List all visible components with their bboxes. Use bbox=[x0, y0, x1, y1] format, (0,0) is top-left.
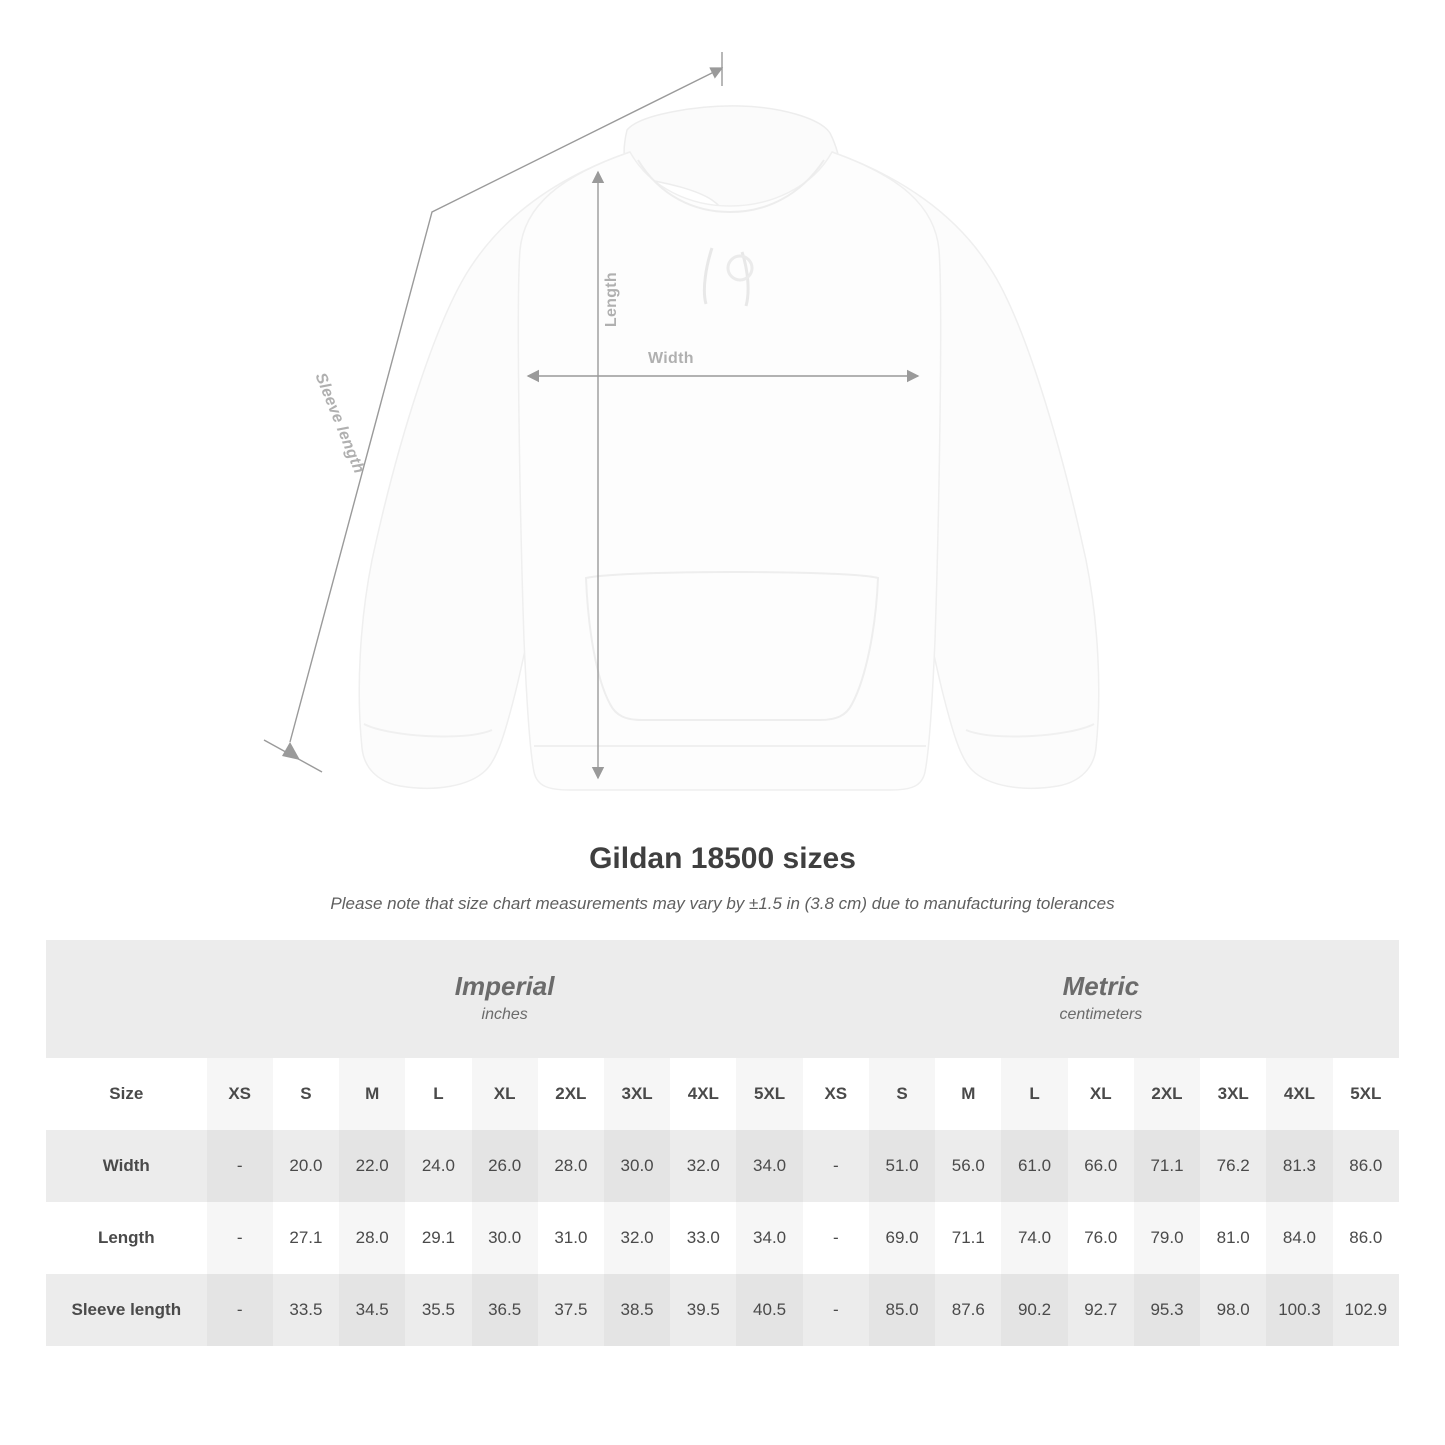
cell-width-met-xs: - bbox=[803, 1130, 869, 1202]
unit-header-spacer bbox=[46, 940, 207, 1058]
sleeve-length-dimension-label: Sleeve length bbox=[311, 370, 368, 477]
size-col-met-3xl: 3XL bbox=[1200, 1058, 1266, 1130]
row-label-width: Width bbox=[46, 1130, 207, 1202]
cell-length-met-s: 69.0 bbox=[869, 1202, 935, 1274]
cell-length-imp-s: 27.1 bbox=[273, 1202, 339, 1274]
unit-header-imperial bbox=[207, 940, 803, 1058]
size-table-container bbox=[46, 940, 1399, 1346]
cell-length-met-2xl: 79.0 bbox=[1134, 1202, 1200, 1274]
cell-sleeve-imp-s: 33.5 bbox=[273, 1274, 339, 1346]
page-title: Gildan 18500 sizes bbox=[589, 842, 856, 875]
size-col-imp-xl: XL bbox=[472, 1058, 538, 1130]
cell-length-imp-3xl: 32.0 bbox=[604, 1202, 670, 1274]
cell-sleeve-met-s: 85.0 bbox=[869, 1274, 935, 1346]
cell-width-imp-s: 20.0 bbox=[273, 1130, 339, 1202]
cell-length-imp-m: 28.0 bbox=[339, 1202, 405, 1274]
cell-width-imp-5xl: 34.0 bbox=[736, 1130, 802, 1202]
cell-sleeve-met-xl: 92.7 bbox=[1068, 1274, 1134, 1346]
size-col-imp-4xl: 4XL bbox=[670, 1058, 736, 1130]
tolerance-note: Please note that size chart measurements may vary by ±1.5 in (3.8 cm) due to manufacturing tolerances bbox=[330, 894, 1115, 913]
length-dimension-label: Length bbox=[603, 272, 620, 328]
cell-sleeve-imp-xl: 36.5 bbox=[472, 1274, 538, 1346]
cell-sleeve-imp-3xl: 38.5 bbox=[604, 1274, 670, 1346]
cell-width-imp-2xl: 28.0 bbox=[538, 1130, 604, 1202]
size-col-imp-xs: XS bbox=[207, 1058, 273, 1130]
cell-sleeve-imp-l: 35.5 bbox=[405, 1274, 471, 1346]
cell-width-imp-xl: 26.0 bbox=[472, 1130, 538, 1202]
row-label-length: Length bbox=[46, 1202, 207, 1274]
cell-length-imp-2xl: 31.0 bbox=[538, 1202, 604, 1274]
cell-width-imp-m: 22.0 bbox=[339, 1130, 405, 1202]
size-header-row bbox=[46, 1058, 1399, 1130]
imperial-sub: inches bbox=[481, 1006, 528, 1024]
unit-header-row bbox=[46, 940, 1399, 1058]
cell-width-met-s: 51.0 bbox=[869, 1130, 935, 1202]
row-label-sleeve-length: Sleeve length bbox=[46, 1274, 207, 1346]
size-col-met-s: S bbox=[869, 1058, 935, 1130]
cell-length-imp-l: 29.1 bbox=[405, 1202, 471, 1274]
cell-width-imp-xs: - bbox=[207, 1130, 273, 1202]
cell-sleeve-met-4xl: 100.3 bbox=[1266, 1274, 1332, 1346]
cell-width-met-2xl: 71.1 bbox=[1134, 1130, 1200, 1202]
cell-width-imp-l: 24.0 bbox=[405, 1130, 471, 1202]
size-col-met-xl: XL bbox=[1068, 1058, 1134, 1130]
cell-width-met-m: 56.0 bbox=[935, 1130, 1001, 1202]
cell-sleeve-met-m: 87.6 bbox=[935, 1274, 1001, 1346]
size-col-imp-l: L bbox=[405, 1058, 471, 1130]
cell-sleeve-met-l: 90.2 bbox=[1001, 1274, 1067, 1346]
metric-label: Metric bbox=[1062, 970, 1140, 1001]
cell-width-met-5xl: 86.0 bbox=[1333, 1130, 1399, 1202]
cell-sleeve-imp-xs: - bbox=[207, 1274, 273, 1346]
cell-width-met-4xl: 81.3 bbox=[1266, 1130, 1332, 1202]
size-col-met-l: L bbox=[1001, 1058, 1067, 1130]
cell-length-met-m: 71.1 bbox=[935, 1202, 1001, 1274]
cell-width-imp-3xl: 30.0 bbox=[604, 1130, 670, 1202]
size-col-met-4xl: 4XL bbox=[1266, 1058, 1332, 1130]
cell-length-met-5xl: 86.0 bbox=[1333, 1202, 1399, 1274]
table-row bbox=[46, 1202, 1399, 1274]
size-header-cell: Size bbox=[46, 1058, 207, 1130]
cell-length-imp-5xl: 34.0 bbox=[736, 1202, 802, 1274]
imperial-label: Imperial bbox=[454, 970, 555, 1001]
hoodie-shape bbox=[359, 106, 1099, 790]
cell-width-met-xl: 66.0 bbox=[1068, 1130, 1134, 1202]
table-row bbox=[46, 1130, 1399, 1202]
cell-width-imp-4xl: 32.0 bbox=[670, 1130, 736, 1202]
size-col-met-m: M bbox=[935, 1058, 1001, 1130]
cell-sleeve-imp-4xl: 39.5 bbox=[670, 1274, 736, 1346]
cell-length-met-3xl: 81.0 bbox=[1200, 1202, 1266, 1274]
size-col-met-5xl: 5XL bbox=[1333, 1058, 1399, 1130]
cell-length-imp-4xl: 33.0 bbox=[670, 1202, 736, 1274]
cell-sleeve-met-2xl: 95.3 bbox=[1134, 1274, 1200, 1346]
size-table bbox=[46, 940, 1399, 1346]
cell-length-imp-xs: - bbox=[207, 1202, 273, 1274]
cell-sleeve-imp-2xl: 37.5 bbox=[538, 1274, 604, 1346]
cell-width-met-l: 61.0 bbox=[1001, 1130, 1067, 1202]
metric-sub: centimeters bbox=[1059, 1006, 1143, 1024]
cell-length-met-l: 74.0 bbox=[1001, 1202, 1067, 1274]
cell-sleeve-met-xs: - bbox=[803, 1274, 869, 1346]
cell-sleeve-imp-m: 34.5 bbox=[339, 1274, 405, 1346]
chart-heading bbox=[0, 842, 1445, 914]
size-col-imp-2xl: 2XL bbox=[538, 1058, 604, 1130]
cell-length-met-4xl: 84.0 bbox=[1266, 1202, 1332, 1274]
size-col-imp-s: S bbox=[273, 1058, 339, 1130]
cell-length-met-xl: 76.0 bbox=[1068, 1202, 1134, 1274]
size-col-imp-m: M bbox=[339, 1058, 405, 1130]
size-col-met-2xl: 2XL bbox=[1134, 1058, 1200, 1130]
cell-length-imp-xl: 30.0 bbox=[472, 1202, 538, 1274]
cell-width-met-3xl: 76.2 bbox=[1200, 1130, 1266, 1202]
cell-sleeve-met-3xl: 98.0 bbox=[1200, 1274, 1266, 1346]
width-dimension-label: Width bbox=[648, 350, 694, 367]
size-col-imp-3xl: 3XL bbox=[604, 1058, 670, 1130]
size-col-imp-5xl: 5XL bbox=[736, 1058, 802, 1130]
cell-sleeve-imp-5xl: 40.5 bbox=[736, 1274, 802, 1346]
cell-length-met-xs: - bbox=[803, 1202, 869, 1274]
unit-header-metric bbox=[803, 940, 1399, 1058]
size-col-met-xs: XS bbox=[803, 1058, 869, 1130]
table-row bbox=[46, 1274, 1399, 1346]
cell-sleeve-met-5xl: 102.9 bbox=[1333, 1274, 1399, 1346]
